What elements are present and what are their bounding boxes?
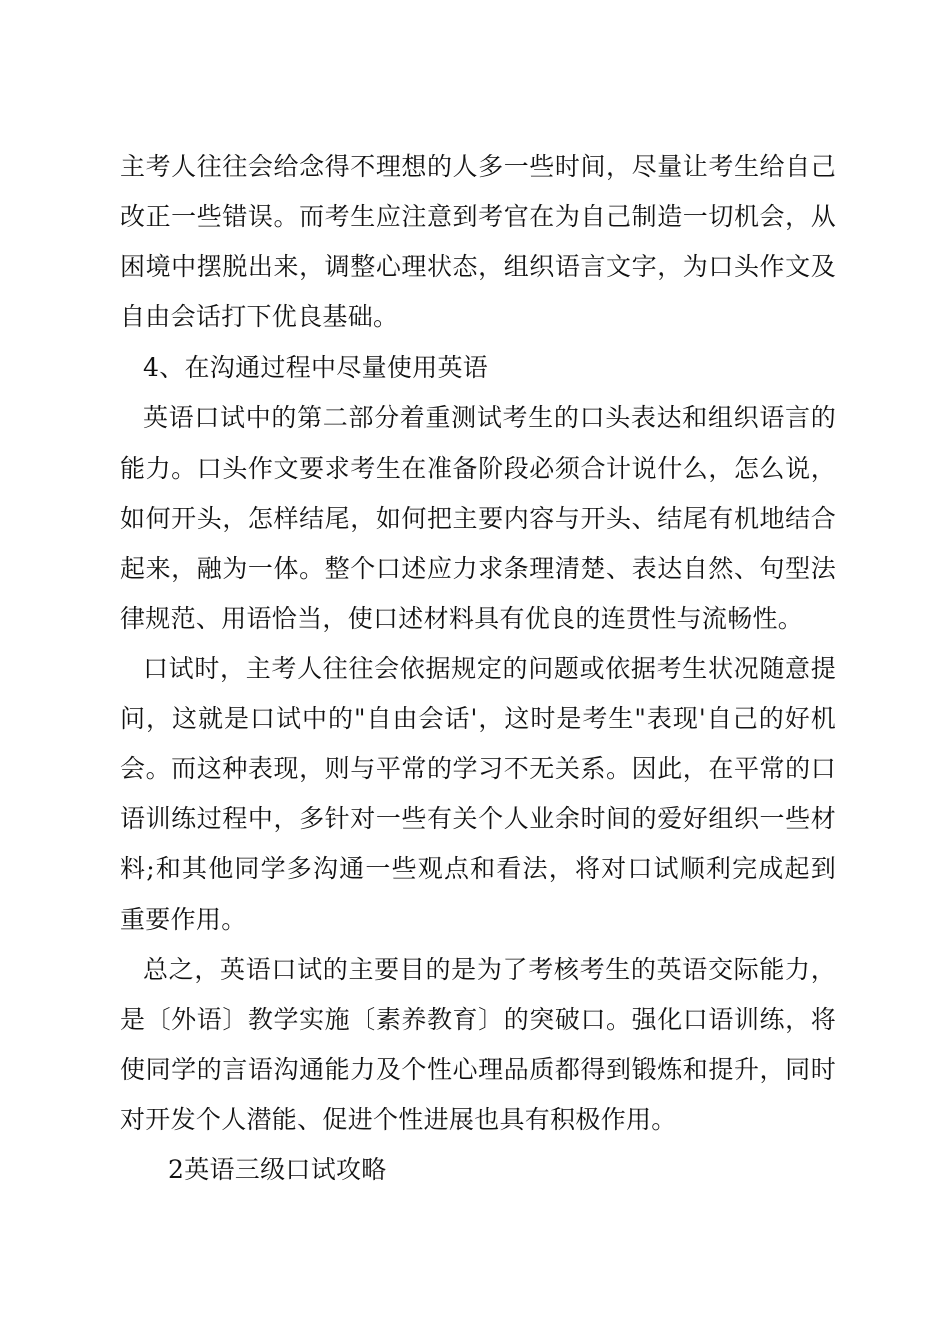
paragraph-line: 料;和其他同学多沟通一些观点和看法，将对口试顺利完成起到	[120, 854, 836, 883]
paragraph-line: 是〔外语〕教学实施〔素养教育〕的突破口。强化口语训练，将	[120, 1005, 836, 1034]
paragraph-line: 能力。口头作文要求考生在准备阶段必须合计说什么，怎么说，	[120, 454, 836, 483]
paragraph-line: 改正一些错误。而考生应注意到考官在为自己制造一切机会，从	[120, 202, 836, 231]
paragraph-line: 总之，英语口试的主要目的是为了考核考生的英语交际能力，	[143, 955, 836, 984]
paragraph-line: 律规范、用语恰当，使口述材料具有优良的连贯性与流畅性。	[120, 604, 804, 633]
paragraph-line: 对开发个人潜能、促进个性进展也具有积极作用。	[120, 1105, 677, 1134]
paragraph-line: 如何开头，怎样结尾，如何把主要内容与开头、结尾有机地结合	[120, 504, 836, 533]
paragraph-line: 重要作用。	[120, 905, 247, 934]
paragraph-line: 自由会话打下优良基础。	[120, 302, 399, 331]
paragraph-line: 起来，融为一体。整个口述应力求条理清楚、表达自然、句型法	[120, 554, 836, 583]
paragraph-line: 困境中摆脱出来，调整心理状态，组织语言文字，为口头作文及	[120, 252, 836, 281]
paragraph-line: 问，这就是口试中的"自由会话'，这时是考生"表现'自己的好机	[120, 704, 836, 733]
paragraph-line: 英语口试中的第二部分着重测试考生的口头表达和组织语言的	[143, 403, 836, 432]
section-heading: 4、在沟通过程中尽量使用英语	[143, 353, 489, 382]
paragraph-line: 会。而这种表现，则与平常的学习不无关系。因此，在平常的口	[120, 754, 836, 783]
paragraph-line: 使同学的言语沟通能力及个性心理品质都得到锻炼和提升，同时	[120, 1055, 836, 1084]
paragraph-line: 主考人往往会给念得不理想的人多一些时间，尽量让考生给自己	[120, 152, 836, 181]
section-heading: 2英语三级口试攻略	[168, 1155, 387, 1184]
paragraph-line: 口试时，主考人往往会依据规定的问题或依据考生状况随意提	[143, 654, 836, 683]
paragraph-line: 语训练过程中，多针对一些有关个人业余时间的爱好组织一些材	[120, 804, 836, 833]
